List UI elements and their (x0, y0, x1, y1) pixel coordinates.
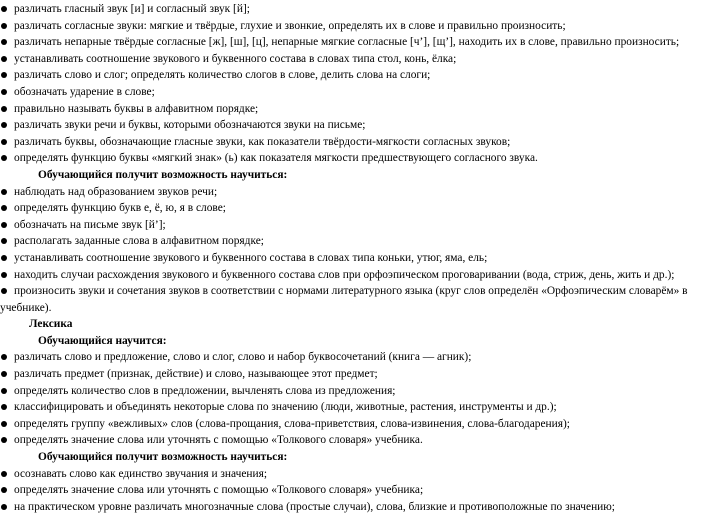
list-item-text: устанавливать соотношение звукового и буквенного состава в словах типа коньки, утюг, яма, ель; (14, 251, 488, 264)
list-item-text: находить случаи расхождения звукового и буквенного состава слов при орфоэпическом проговаривании (вода, стриж, день, жить и др.); (14, 268, 675, 281)
list-item-text: различать слово и предложение, слово и слог, слово и набор буквосочетаний (книга — агник); (14, 351, 472, 364)
list-item (0, 101, 702, 118)
subheading-learn: Обучающийся научится: (38, 334, 167, 347)
list-item-text: определять функцию буквы «мягкий знак» (ь) как показателя мягкости предшествующего согласного звука. (14, 152, 538, 165)
list-item (0, 416, 702, 433)
bullet-icon (1, 189, 7, 195)
list-item (0, 200, 702, 217)
list-item-text: различать буквы, обозначающие гласные звуки, как показатели твёрдости-мягкости согласных звуков; (14, 135, 511, 148)
list-item-text: различать предмет (признак, действие) и слово, называющее этот предмет; (14, 368, 378, 381)
list-item (0, 482, 702, 499)
list-item-text: на практическом уровне различать многозначные слова (простые случаи), слова, близкие и противоположные по значению; (14, 500, 615, 513)
list-item-text: устанавливать соотношение звукового и буквенного состава в словах типа стол, конь, ёлка; (14, 52, 457, 65)
bullet-icon (1, 222, 7, 228)
list-item-text: определять количество слов в предложении, вычленять слова из предложения; (14, 384, 396, 397)
list-item (0, 432, 702, 449)
list-item-text: различать согласные звуки: мягкие и твёрдые, глухие и звонкие, определять их в слове и правильно произносить; (14, 19, 566, 32)
list-item (0, 466, 702, 483)
bullet-icon (1, 471, 7, 477)
list-item (0, 383, 702, 400)
list-item-text: правильно называть буквы в алфавитном порядке; (14, 102, 259, 115)
list-item (0, 18, 702, 35)
document-body (0, 1, 702, 515)
bullet-icon (1, 89, 7, 95)
list-item-text: различать звуки речи и буквы, которыми обозначаются звуки на письме; (14, 119, 366, 132)
list-item-text: различать слово и слог; определять количество слогов в слове, делить слова на слоги; (14, 69, 431, 82)
bullet-icon (1, 139, 7, 145)
list-item (0, 267, 702, 284)
list-item (0, 34, 702, 51)
bullet-icon (1, 23, 7, 29)
list-item (0, 217, 702, 234)
list-item (0, 51, 702, 68)
list-item-text: обозначать на письме звук [й’]; (14, 218, 166, 231)
bullet-icon (1, 388, 7, 394)
bullet-icon (1, 504, 7, 510)
list-item-text: определять группу «вежливых» слов (слова-прощания, слова-приветствия, слова-извинения, слова-благодарения); (14, 417, 570, 430)
bullet-icon (1, 106, 7, 112)
list-item-wrapped (0, 283, 702, 300)
list-item-text-continuation: учебнике). (0, 301, 52, 314)
list-item-text: располагать заданные слова в алфавитном порядке; (14, 235, 264, 248)
section-title: Лексика (29, 318, 73, 331)
list-item-text: классифицировать и объединять некоторые слова по значению (люди, животные, растения, инструменты и др.); (14, 401, 557, 414)
list-item (0, 233, 702, 250)
list-item (0, 366, 702, 383)
list-item-continuation (0, 300, 702, 317)
list-item (0, 134, 702, 151)
bullet-icon (1, 56, 7, 62)
bullet-icon (1, 255, 7, 261)
list-item (0, 67, 702, 84)
subheading-possible: Обучающийся получит возможность научиться: (38, 168, 288, 181)
subheading-possible: Обучающийся получит возможность научиться: (38, 451, 288, 464)
list-item (0, 150, 702, 167)
list-item-text: определять значение слова или уточнять с помощью «Толкового словаря» учебника; (14, 484, 424, 497)
list-item (0, 184, 702, 201)
bullet-icon (1, 6, 7, 12)
list-item-text: различать непарные твёрдые согласные [ж], [ш], [ц], непарные мягкие согласные [ч’], [щ’], находить их в слове, правильно произносить; (14, 36, 680, 49)
list-item-text: осознавать слово как единство звучания и значения; (14, 467, 268, 480)
list-item (0, 250, 702, 267)
list-item (0, 499, 702, 515)
list-item-text: различать гласный звук [и] и согласный звук [й]; (14, 3, 250, 15)
list-item (0, 117, 702, 134)
list-item (0, 1, 702, 18)
list-item-text: обозначать ударение в слове; (14, 85, 155, 98)
list-item (0, 399, 702, 416)
list-item-text: определять значение слова или уточнять с помощью «Толкового словаря» учебника. (14, 434, 423, 447)
list-item (0, 349, 702, 366)
list-item-text: наблюдать над образованием звуков речи; (14, 185, 218, 198)
list-item-text: определять функцию букв е, ё, ю, я в слове; (14, 202, 226, 215)
bullet-icon (1, 272, 7, 278)
list-item-text: произносить звуки и сочетания звуков в соответствии с нормами литературного языка (круг слов определён «Орфоэпическим словарём» в (14, 285, 688, 298)
list-item (0, 84, 702, 101)
